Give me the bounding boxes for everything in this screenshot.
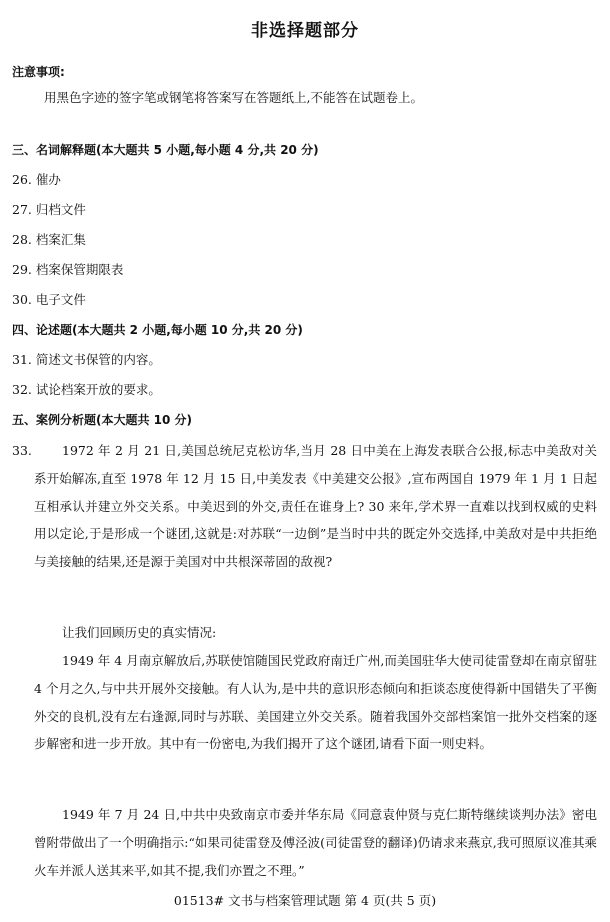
- question-30: 30. 电子文件: [12, 292, 86, 307]
- case-paragraph-4: 1949 年 7 月 24 日,中共中央致南京市委并华东局《同意袁仲贤与克仁斯特继续谈判办法》密电曾附带做出了一个明确指示:“如果司徒雷登及傅泾波(司徒雷登的翻译)仍请求来燕京,我可照原议准其乘火车并派人送其来平,如其不提,我们亦置之不理。”: [34, 807, 597, 878]
- notice-text: 用黑色字迹的签字笔或钢笔将答案写在答题纸上,不能答在试题卷上。: [44, 90, 423, 105]
- notice-heading: 注意事项:: [12, 65, 65, 79]
- case-paragraph-1: 1972 年 2 月 21 日,美国总统尼克松访华,当月 28 日中美在上海发表联合公报,标志中美敌对关系开始解冻,直至 1978 年 12 月 15 日,中美发表《中美建交公报》,宣布两国自 1979 年 1 月 1 日起互相承认并建立外交关系。中美迟到的外交,责任在谁身上? 30 来年,学术界一直难以找到权威的史料用以定论,于是形成一个谜团,这就是:对苏联“一边倒”是当时中共的既定外交选择,中美敌对是中共拒绝与美接触的结果,还是源于美国对中共根深蒂固的敌视?: [34, 443, 597, 570]
- question-32: 32. 试论档案开放的要求。: [12, 382, 161, 397]
- section-5-heading: 五、案例分析题(本大题共 10 分): [12, 413, 193, 427]
- question-27: 27. 归档文件: [12, 202, 86, 217]
- case-paragraph-2: 让我们回顾历史的真实情况:: [62, 625, 217, 640]
- question-28: 28. 档案汇集: [12, 232, 86, 247]
- page-title: 非选择题部分: [251, 21, 359, 41]
- question-31: 31. 简述文书保管的内容。: [12, 352, 161, 367]
- section-3-heading: 三、名词解释题(本大题共 5 小题,每小题 4 分,共 20 分): [12, 143, 319, 157]
- question-26: 26. 催办: [12, 172, 61, 187]
- case-paragraph-3: 1949 年 4 月南京解放后,苏联使馆随国民党政府南迁广州,而美国驻华大使司徒雷登却在南京留驻 4 个月之久,与中共开展外交接触。有人认为,是中共的意识形态倾向和拒谈态度使得新中国错失了平衡外交的良机,没有左右逢源,同时与苏联、美国建立外交关系。随着我国外交部档案馆一批外交档案的逐步解密和进一步开放。其中有一份密电,为我们揭开了这个谜团,请看下面一则史料。: [34, 653, 597, 752]
- question-29: 29. 档案保管期限表: [12, 262, 124, 277]
- question-33-number: 33.: [12, 443, 32, 458]
- section-4-heading: 四、论述题(本大题共 2 小题,每小题 10 分,共 20 分): [12, 323, 303, 337]
- page-footer: 01513# 文书与档案管理试题 第 4 页(共 5 页): [173, 893, 437, 908]
